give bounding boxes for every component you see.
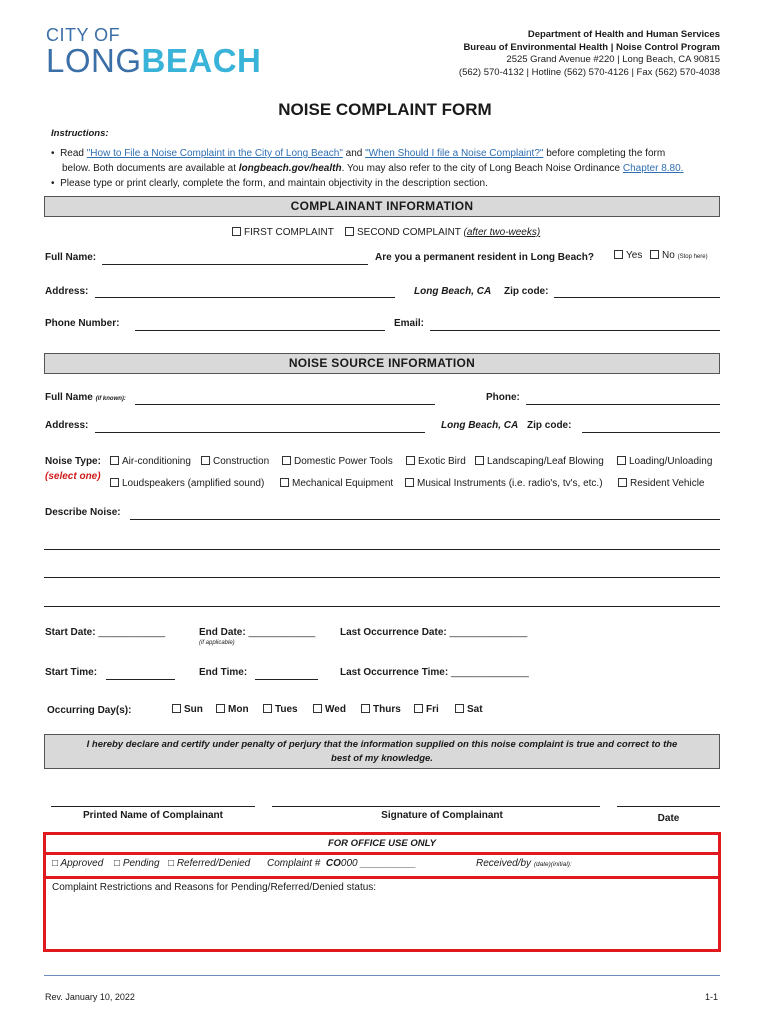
noise-type-option[interactable]: Landscaping/Leaf Blowing [475,456,604,467]
email-label: Email: [394,318,425,329]
referred-denied-option[interactable]: □ Referred/Denied [168,858,251,869]
noise-type-option[interactable]: Mechanical Equipment [280,478,393,489]
noise-type-option[interactable]: Construction [201,456,269,467]
full-name-field[interactable] [102,264,368,265]
first-complaint-option[interactable]: FIRST COMPLAINT [232,227,334,238]
start-date-field[interactable]: ____________ [98,627,166,638]
noise-type-option[interactable]: Resident Vehicle [618,478,705,489]
checkbox-icon[interactable] [455,704,464,713]
resident-no-option[interactable]: No (Stop here) [650,250,708,261]
resident-question: Are you a permanent resident in Long Beach? [375,252,594,263]
second-complaint-option[interactable]: SECOND COMPLAINT (after two-weeks) [345,227,540,238]
complainant-section-header: COMPLAINANT INFORMATION [44,196,720,217]
printed-name-label: Printed Name of Complainant [82,810,223,821]
day-sat-option[interactable]: Sat [455,704,483,715]
checkbox-icon[interactable] [650,250,659,259]
checkbox-icon[interactable] [232,227,241,236]
checkbox-icon[interactable] [406,456,415,465]
email-field[interactable] [430,330,720,331]
signature-field[interactable] [272,806,600,807]
noise-type-option[interactable]: Exotic Bird [406,456,466,467]
describe-noise-label: Describe Noise: [45,507,121,518]
ordinance-link[interactable]: Chapter 8.80. [622,163,684,174]
source-address-field[interactable] [95,432,425,433]
checkbox-icon[interactable] [618,478,627,487]
checkbox-icon[interactable] [216,704,225,713]
date-field[interactable] [617,806,720,807]
source-zip-field[interactable] [582,432,720,433]
agency-address: 2525 Grand Avenue #220 | Long Beach, CA 90815 [506,54,720,65]
checkbox-icon[interactable] [361,704,370,713]
approved-option[interactable]: □ Approved [52,858,104,869]
bureau-name: Bureau of Environmental Health | Noise Control Program [463,41,720,53]
select-one-note: (select one) [45,471,101,482]
source-name-field[interactable] [135,404,435,405]
printed-name-field[interactable] [51,806,255,807]
day-wed-option[interactable]: Wed [313,704,346,715]
checkbox-icon[interactable] [614,250,623,259]
noise-type-label: Noise Type: [45,456,101,467]
checkbox-icon[interactable] [110,478,119,487]
checkbox-icon[interactable] [414,704,423,713]
checkbox-icon[interactable] [617,456,626,465]
office-status-divider [43,876,721,879]
pending-option[interactable]: □ Pending [114,858,160,869]
logo-beach: BEACH [141,42,262,79]
instructions-label: Instructions: [51,128,109,139]
last-occurrence-date-label: Last Occurrence Date: ______________ [340,627,528,638]
logo-long: LONG [46,42,142,79]
how-to-file-link[interactable]: "How to File a Noise Complaint in the City of Long Beach" [86,148,343,159]
signature-label: Signature of Complainant [381,810,503,821]
source-city-text: Long Beach, CA [441,420,519,431]
city-text: Long Beach, CA [414,286,492,297]
source-name-label: Full Name (if known): [45,392,126,403]
instruction-item: • Please type or print clearly, complete the form, and maintain objectivity in the description section. [51,178,488,189]
occurring-days-label: Occurring Day(s): [47,705,132,716]
received-by-field[interactable]: Received/by (date)(initial): [476,858,572,869]
declaration-box [44,734,720,769]
phone-label: Phone Number: [45,318,120,329]
day-thurs-option[interactable]: Thurs [361,704,401,715]
complaint-number-field[interactable]: Complaint # CO000 __________ [267,858,416,869]
office-use-heading: FOR OFFICE USE ONLY [327,838,437,849]
page-title: NOISE COMPLAINT FORM [278,100,492,119]
source-zip-label: Zip code: [527,420,572,431]
checkbox-icon[interactable] [282,456,291,465]
noise-type-option[interactable]: Domestic Power Tools [282,456,393,467]
dept-name: Department of Health and Human Services [527,29,720,40]
day-mon-option[interactable]: Mon [216,704,249,715]
end-time-label: End Time: [199,667,248,678]
checkbox-icon[interactable] [475,456,484,465]
zip-field[interactable] [554,297,720,298]
agency-header [459,29,720,79]
describe-noise-line[interactable] [44,577,720,578]
office-header-divider [43,852,721,855]
noise-source-section-header: NOISE SOURCE INFORMATION [44,353,720,374]
zip-label: Zip code: [504,286,549,297]
source-address-label: Address: [45,420,89,431]
checkbox-icon[interactable] [405,478,414,487]
start-time-field[interactable] [106,679,175,680]
full-name-label: Full Name: [45,252,97,263]
last-occurrence-date-field[interactable]: ______________ [449,627,528,638]
instruction-item: • Read "How to File a Noise Complaint in the City of Long Beach" and "When Should I file a Noise Complaint?" before completing the form [51,148,666,159]
day-fri-option[interactable]: Fri [414,704,439,715]
noise-type-option[interactable]: Air-conditioning [110,456,191,467]
day-tues-option[interactable]: Tues [263,704,298,715]
start-time-label: Start Time: [45,667,98,678]
phone-field[interactable] [135,330,385,331]
noise-type-option[interactable]: Loading/Unloading [617,456,712,467]
agency-phones: (562) 570-4132 | Hotline (562) 570-4126 | Fax (562) 570-4038 [458,66,720,78]
checkbox-icon[interactable] [280,478,289,487]
declaration-text: I hereby declare and certify under penalty of perjury that the information supplied on this noise complaint is true and correct to the best of my knowledge. [86,739,678,764]
checkbox-icon[interactable] [110,456,119,465]
noise-type-option[interactable]: Loudspeakers (amplified sound) [110,478,264,489]
describe-noise-field[interactable] [130,519,720,520]
checkbox-icon[interactable] [313,704,322,713]
start-date-label: Start Date: ____________ [45,627,166,638]
revision-date: Rev. January 10, 2022 [45,992,135,1002]
noise-type-option[interactable]: Musical Instruments (i.e. radio's, tv's, etc.) [405,478,603,489]
checkbox-icon[interactable] [201,456,210,465]
describe-noise-line[interactable] [44,606,720,607]
day-sun-option[interactable]: Sun [172,704,203,715]
logo-city-of: CITY OF [46,25,121,45]
last-occurrence-time-field[interactable]: ______________ [450,667,529,678]
checkbox-icon[interactable] [263,704,272,713]
page-number: 1-1 [704,992,718,1002]
checkbox-icon[interactable] [172,704,181,713]
if-applicable-note: (if applicable) [199,640,235,646]
website-text: longbeach.gov/health [238,163,342,174]
end-time-field[interactable] [255,679,318,680]
city-logo [46,26,261,78]
instructions-list [51,146,683,191]
source-phone-field[interactable] [526,404,720,405]
instruction-item-cont: below. Both documents are available at longbeach.gov/health. You may also refer to the city of Long Beach Noise Ordinance Chapter 8.80. [62,163,684,174]
checkbox-icon[interactable] [345,227,354,236]
source-phone-label: Phone: [486,392,520,403]
resident-yes-option[interactable]: Yes [614,250,642,261]
end-date-field[interactable]: ____________ [248,627,316,638]
when-to-file-link[interactable]: "When Should I file a Noise Complaint?" [365,148,544,159]
last-occurrence-time-label: Last Occurrence Time: ______________ [340,667,529,678]
restrictions-label: Complaint Restrictions and Reasons for Pending/Referred/Denied status: [52,882,377,893]
describe-noise-line[interactable] [44,549,720,550]
address-field[interactable] [95,297,395,298]
address-label: Address: [45,286,89,297]
end-date-label: End Date: ____________ [199,627,316,638]
date-label: Date [657,813,680,824]
footer-divider [44,975,720,976]
